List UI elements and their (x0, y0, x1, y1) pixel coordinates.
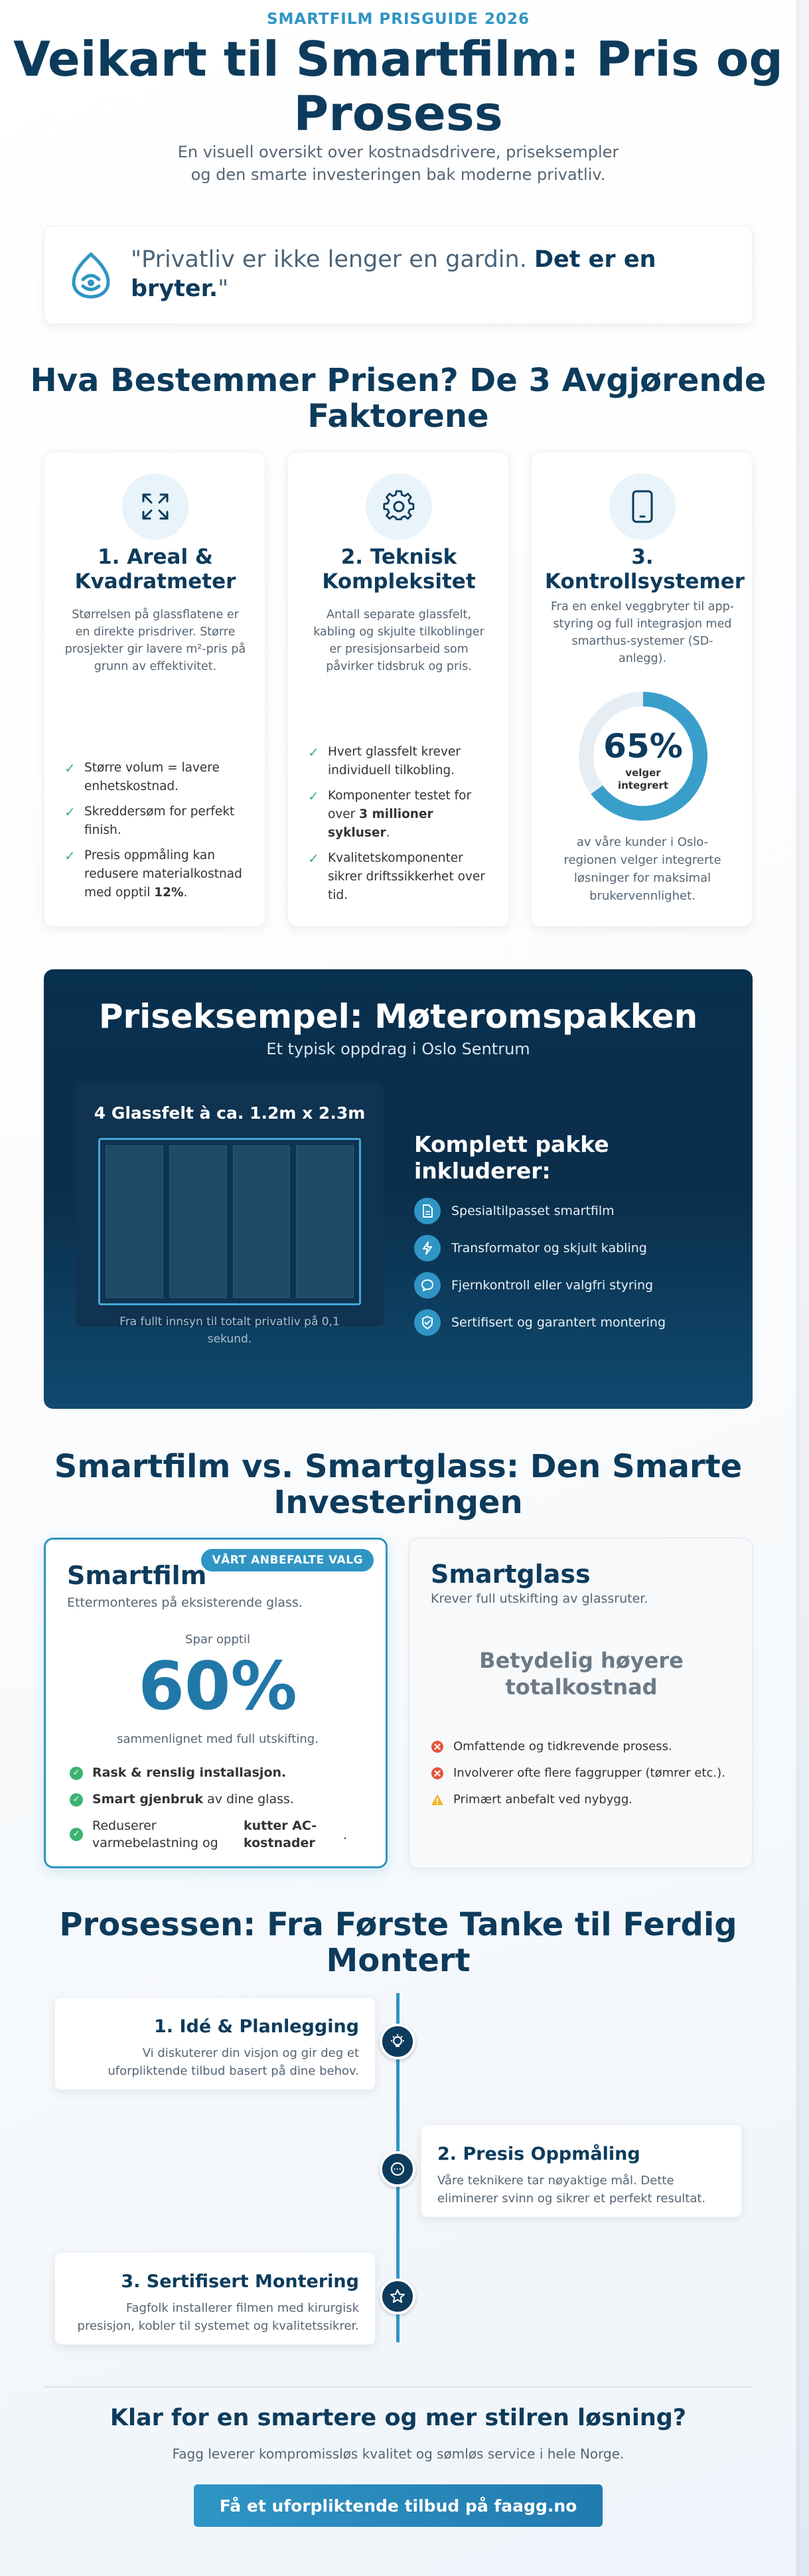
cta-subtitle: Fagg leverer kompromissløs kvalitet og sømløs service i hele Norge. (172, 2446, 625, 2462)
includes-item (414, 1309, 719, 1336)
factor-icon-badge (609, 473, 676, 540)
get-quote-button[interactable]: Få et uforpliktende tilbud på faagg.no (194, 2484, 603, 2527)
star-icon (380, 2279, 415, 2314)
factor-icon-badge (122, 473, 188, 540)
process-step-card (54, 2252, 376, 2345)
check-circle-icon: ✓ (70, 1767, 83, 1780)
includes-item (414, 1235, 719, 1261)
checklist-item: ✓ Hvert glassfelt krever individuell tilkobling. (308, 744, 461, 777)
process-section-title: Prosessen: Fra Første Tanke til Ferdig Montert (59, 1906, 737, 1979)
savings-subtitle: sammenlignet med full utskifting. (117, 1732, 319, 1746)
glass-caption: Fra fullt innsyn til totalt privatliv på 0,1 sekund. (119, 1315, 340, 1346)
price-example-title: Priseksempel: Møteromspakken (98, 997, 698, 1036)
price-example-subtitle: Et typisk oppdrag i Oslo Sentrum (266, 1040, 530, 1058)
factor-card-control (531, 451, 753, 927)
glass-pane (169, 1145, 227, 1298)
lightning-icon (414, 1235, 441, 1261)
comparison-section-title: Smartfilm vs. Smartglass: Den Smarte Investeringen (54, 1448, 743, 1521)
cta-title: Klar for en smartere og mer stilren løsning? (110, 2405, 687, 2431)
process-step-card (54, 1997, 376, 2090)
factor-description: Fra en enkel veggbryter til app-styring og full integrasjon med smarthus-systemer (SD-anlegg). (550, 600, 735, 665)
factor-card-complexity (287, 451, 509, 927)
includes-label: Spesialtilpasset smartfilm (451, 1204, 615, 1218)
factor-checklist (308, 743, 496, 912)
check-icon: ✓ (64, 804, 76, 820)
document-icon (414, 1198, 441, 1224)
smartglass-title: Smartglass (431, 1560, 591, 1589)
divider (44, 2386, 753, 2387)
smartglass-headline: Betydelig høyere totalkostnad (479, 1648, 684, 1700)
stat-label: velger integrert (617, 767, 669, 791)
quote-card (44, 226, 753, 324)
process-step-card (421, 2125, 742, 2217)
smartfilm-subtitle: Ettermonteres på eksisterende glass. (67, 1595, 303, 1610)
smartglass-card: Smartglass Krever full utskifting av glassruter. Betydelig høyere totalkostnad Omfattende og tidkrevende prosess. Involverer ofte flere faggrupper (tømrer etc.). Primært anbefalt ved nybygg. (409, 1538, 753, 1868)
expand-arrows-icon (139, 491, 171, 523)
check-icon: ✓ (308, 744, 319, 760)
quote-lead: "Privatliv er ikke lenger en gardin. (131, 246, 534, 273)
eyebrow: SMARTFILM PRISGUIDE 2026 (266, 11, 530, 28)
shield-check-icon (414, 1309, 441, 1336)
glass-frame (98, 1138, 361, 1305)
checklist-item: ✓ Større volum = lavere enhetskostnad. (64, 760, 220, 793)
glass-pane (233, 1145, 291, 1298)
check-circle-icon: ✓ (70, 1793, 83, 1807)
check-icon: ✓ (64, 848, 76, 864)
step-description: Fagfolk installerer filmen med kirurgisk presisjon, kobler til systemet og kvalitetssikrer. (77, 2301, 359, 2333)
lightbulb-icon (380, 2024, 415, 2059)
factor-title: 1. Areal & Kvadratmeter (74, 545, 236, 594)
step-description: Våre teknikere tar nøyaktige mål. Dette eliminerer svinn og sikrer et perfekt resultat. (437, 2174, 706, 2206)
price-example-panel (44, 969, 753, 1409)
quote-trail: " (218, 276, 229, 302)
page-title: Veikart til Smartfilm: Pris og Prosess (13, 31, 783, 141)
chat-bubble-icon (414, 1272, 441, 1299)
step-description: Vi diskuterer din visjon og gir deg et uforpliktende tilbud basert på dine behov. (108, 2046, 359, 2078)
includes-label: Fjernkontroll eller valgfri styring (451, 1278, 654, 1293)
smartfilm-feature: ✓ Reduserer varmebelastning og kutter AC-kostnader . (70, 1817, 368, 1856)
privacy-leaf-icon (68, 252, 113, 299)
checklist-item: ✓ Komponenter testet for over 3 millioner sykluser. (308, 788, 472, 840)
factor-card-area (44, 451, 265, 927)
factor-icon-badge (366, 473, 432, 540)
check-circle-icon: ✓ (70, 1828, 83, 1841)
quote-text (131, 245, 728, 303)
factor-description: Antall separate glassfelt, kabling og skjulte tilkoblinger er presisjonsarbeid som påvirker tidsbruk og pris. (313, 608, 484, 673)
check-icon: ✓ (64, 760, 76, 776)
glass-title: 4 Glassfelt à ca. 1.2m x 2.3m (94, 1103, 366, 1123)
factors-section-title: Hva Bestemmer Prisen? De 3 Avgjørende Faktorene (30, 362, 767, 435)
checklist-item: ✓ Skreddersøm for perfekt finish. (64, 804, 235, 837)
factor-title: 3. Kontrollsystemer (545, 545, 745, 594)
glass-illustration (76, 1084, 384, 1346)
ruler-icon (380, 2151, 415, 2187)
includes-title: Komplett pakke inkluderer: (414, 1131, 609, 1184)
gear-icon (382, 490, 415, 523)
includes-label: Transformator og skjult kabling (451, 1241, 647, 1255)
recommended-badge: VÅRT ANBEFALTE VALG (201, 1549, 374, 1571)
checklist-item: ✓ Kvalitetskomponenter sikrer driftssikkerhet over tid. (308, 850, 485, 902)
factor-description: Størrelsen på glassflatene er en direkte prisdriver. Større prosjekter gir lavere m²-pris på grunn av effektivitet. (64, 608, 246, 673)
factor-checklist (64, 759, 253, 909)
savings-label: Spar opptil (185, 1633, 250, 1647)
page-subtitle: En visuell oversikt over kostnadsdrivere, priseksempler og den smarte investeringen bak moderne privatliv. (177, 143, 619, 184)
quote-emphasis: Det er en bryter. (131, 246, 656, 302)
factor-title: 2. Teknisk Kompleksitet (322, 545, 476, 594)
step-title: 2. Presis Oppmåling (437, 2144, 640, 2164)
checklist-item: ✓ Presis oppmåling kan redusere materialkostnad med opptil 12%. (64, 848, 242, 900)
step-title: 1. Idé & Planlegging (154, 2016, 359, 2037)
includes-item (414, 1198, 719, 1224)
stat-value: 65% (603, 727, 683, 765)
check-icon: ✓ (308, 850, 319, 866)
check-icon: ✓ (308, 788, 319, 804)
savings-value: 60% (138, 1647, 297, 1725)
smartglass-subtitle: Krever full utskifting av glassruter. (431, 1591, 648, 1606)
x-circle-icon (431, 1740, 444, 1753)
warning-icon (431, 1793, 444, 1807)
smartfilm-title: Smartfilm (67, 1561, 207, 1590)
stat-description: av våre kunder i Oslo-regionen velger integrerte løsninger for maksimal brukervennlighet. (563, 835, 721, 903)
glass-pane (106, 1145, 163, 1298)
step-title: 3. Sertifisert Montering (121, 2271, 359, 2292)
smartfilm-card: VÅRT ANBEFALTE VALG Smartfilm Ettermonteres på eksisterende glass. Spar opptil 60% sammenlignet med full utskifting. ✓ Rask & renslig installasjon. ✓ Smart gjenbruk av dine glass. ✓ Reduserer varmebelastning og kutter AC-kostnader . (44, 1538, 388, 1868)
x-circle-icon (431, 1767, 444, 1780)
includes-label: Sertifisert og garantert montering (451, 1315, 666, 1330)
glass-pane (296, 1145, 354, 1298)
includes-item (414, 1272, 719, 1299)
smartphone-icon (629, 489, 656, 524)
